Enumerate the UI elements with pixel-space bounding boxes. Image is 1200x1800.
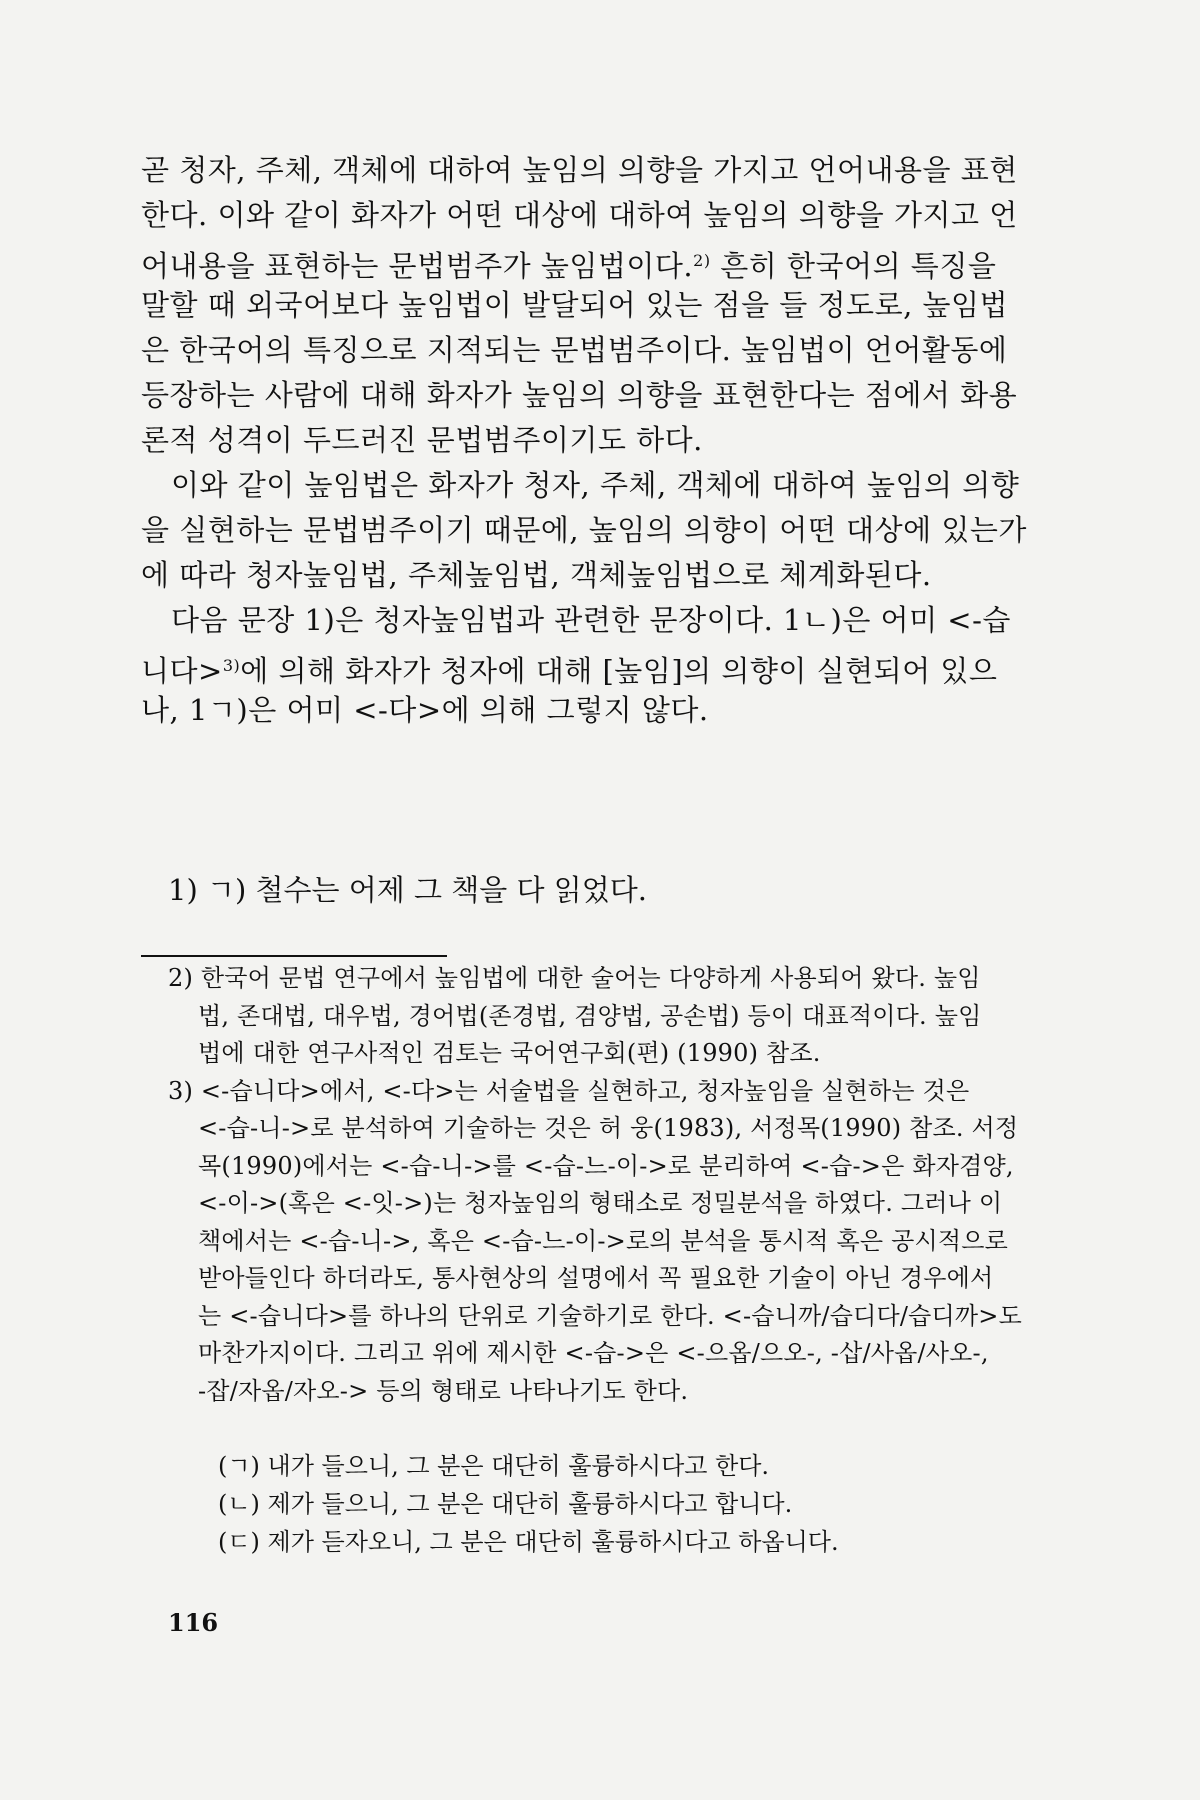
footnote-ref-3: 3) — [222, 656, 241, 675]
body-line-11: 다음 문장 1)은 청자높임법과 관련한 문장이다. 1ㄴ)은 어미 <-습 — [171, 603, 1011, 637]
footnote-3-line-6: 받아들인다 하더라도, 통사현상의 설명에서 꼭 필요한 기술이 아닌 경우에서 — [198, 1264, 994, 1292]
footnote-3-line-2: <-습-니->로 분석하여 기술하는 것은 허 웅(1983), 서정목(1990) 참조. 서정 — [198, 1114, 1019, 1142]
body-line-3-tail: 흔히 한국어의 특징을 — [720, 249, 997, 283]
footnote-3-line-3: 목(1990)에서는 <-습-니->를 <-습-느-이->로 분리하여 <-습->은 화자겸양, — [198, 1151, 1014, 1180]
footnote-3-line-1: 3) <-습니다>에서, <-다>는 서술법을 실현하고, 청자높임을 실현하는 것은 — [168, 1076, 970, 1105]
footnote-3-line-5: 책에서는 <-습-니->, 혹은 <-습-느-이->로의 분석을 통시적 혹은 공시적으로 — [198, 1226, 1009, 1255]
footnote-3-line-7: 는 <-습니다>를 하나의 단위로 기술하기로 한다. <-습니까/습디다/습디까>도 — [198, 1301, 1022, 1330]
body-line-8: 이와 같이 높임법은 화자가 청자, 주체, 객체에 대하여 높임의 의향 — [171, 468, 1020, 502]
footnote-example-3: (ㄷ) 제가 듣자오니, 그 분은 대단히 훌륭하시다고 하옵니다. — [218, 1528, 839, 1556]
page-number: 116 — [168, 1608, 219, 1637]
main-text — [141, 148, 1051, 733]
body-line-10: 에 따라 청자높임법, 주체높임법, 객체높임법으로 체계화된다. — [141, 558, 932, 592]
body-line-1: 곧 청자, 주체, 객체에 대하여 높임의 의향을 가지고 언어내용을 표현 — [141, 153, 1018, 187]
footnote-example-1: (ㄱ) 내가 들으니, 그 분은 대단히 훌륭하시다고 한다. — [218, 1452, 770, 1480]
body-line-9: 을 실현하는 문법범주이기 때문에, 높임의 의향이 어떤 대상에 있는가 — [141, 513, 1027, 547]
footnote-2-line-2: 법, 존대법, 대우법, 경어법(존경법, 겸양법, 공손법) 등이 대표적이다. 높임 — [198, 1001, 982, 1030]
example-sentence: 1) ㄱ) 철수는 어제 그 책을 다 읽었다. — [168, 873, 648, 907]
footnote-examples — [218, 1447, 839, 1561]
footnote-example-2: (ㄴ) 제가 들으니, 그 분은 대단히 훌륭하시다고 합니다. — [218, 1490, 793, 1518]
body-line-3 — [141, 238, 1051, 283]
body-line-3-text: 어내용을 표현하는 문법범주가 높임법이다. — [141, 249, 694, 283]
body-line-13: 나, 1ㄱ)은 어미 <-다>에 의해 그렇지 않다. — [141, 693, 709, 727]
body-line-12-text: 니다> — [141, 654, 223, 688]
footnote-ref-2: 2) — [693, 251, 711, 270]
footnote-2-line-1: 2) 한국어 문법 연구에서 높임법에 대한 술어는 다양하게 사용되어 왔다. 높임 — [168, 964, 981, 992]
body-line-6: 등장하는 사람에 대해 화자가 높임의 의향을 표현한다는 점에서 화용 — [141, 378, 1018, 412]
footnote-2-line-3: 법에 대한 연구사적인 검토는 국어연구회(편) (1990) 참조. — [198, 1039, 821, 1067]
body-line-12-tail: 에 의해 화자가 청자에 대해 [높임]의 의향이 실현되어 있으 — [240, 654, 998, 688]
footnote-divider — [141, 955, 447, 957]
body-line-4: 말할 때 외국어보다 높임법이 발달되어 있는 점을 들 정도로, 높임법 — [141, 288, 1009, 322]
body-line-7: 론적 성격이 두드러진 문법범주이기도 하다. — [141, 423, 703, 457]
footnote-3-line-4: <-이->(혹은 <-잇->)는 청자높임의 형태소로 정밀분석을 하였다. 그러나 이 — [198, 1189, 1003, 1217]
footnote-3-line-9: -잡/자옵/자오-> 등의 형태로 나타나기도 한다. — [198, 1376, 689, 1405]
body-line-12 — [141, 643, 1051, 688]
footnote-3-line-8: 마찬가지이다. 그리고 위에 제시한 <-습->은 <-으옵/으오-, -삽/사옵/사오-, — [198, 1339, 989, 1367]
footnotes — [168, 960, 1052, 1410]
body-line-5: 은 한국어의 특징으로 지적되는 문법범주이다. 높임법이 언어활동에 — [141, 333, 1008, 367]
body-line-2: 한다. 이와 같이 화자가 어떤 대상에 대하여 높임의 의향을 가지고 언 — [141, 198, 1018, 232]
